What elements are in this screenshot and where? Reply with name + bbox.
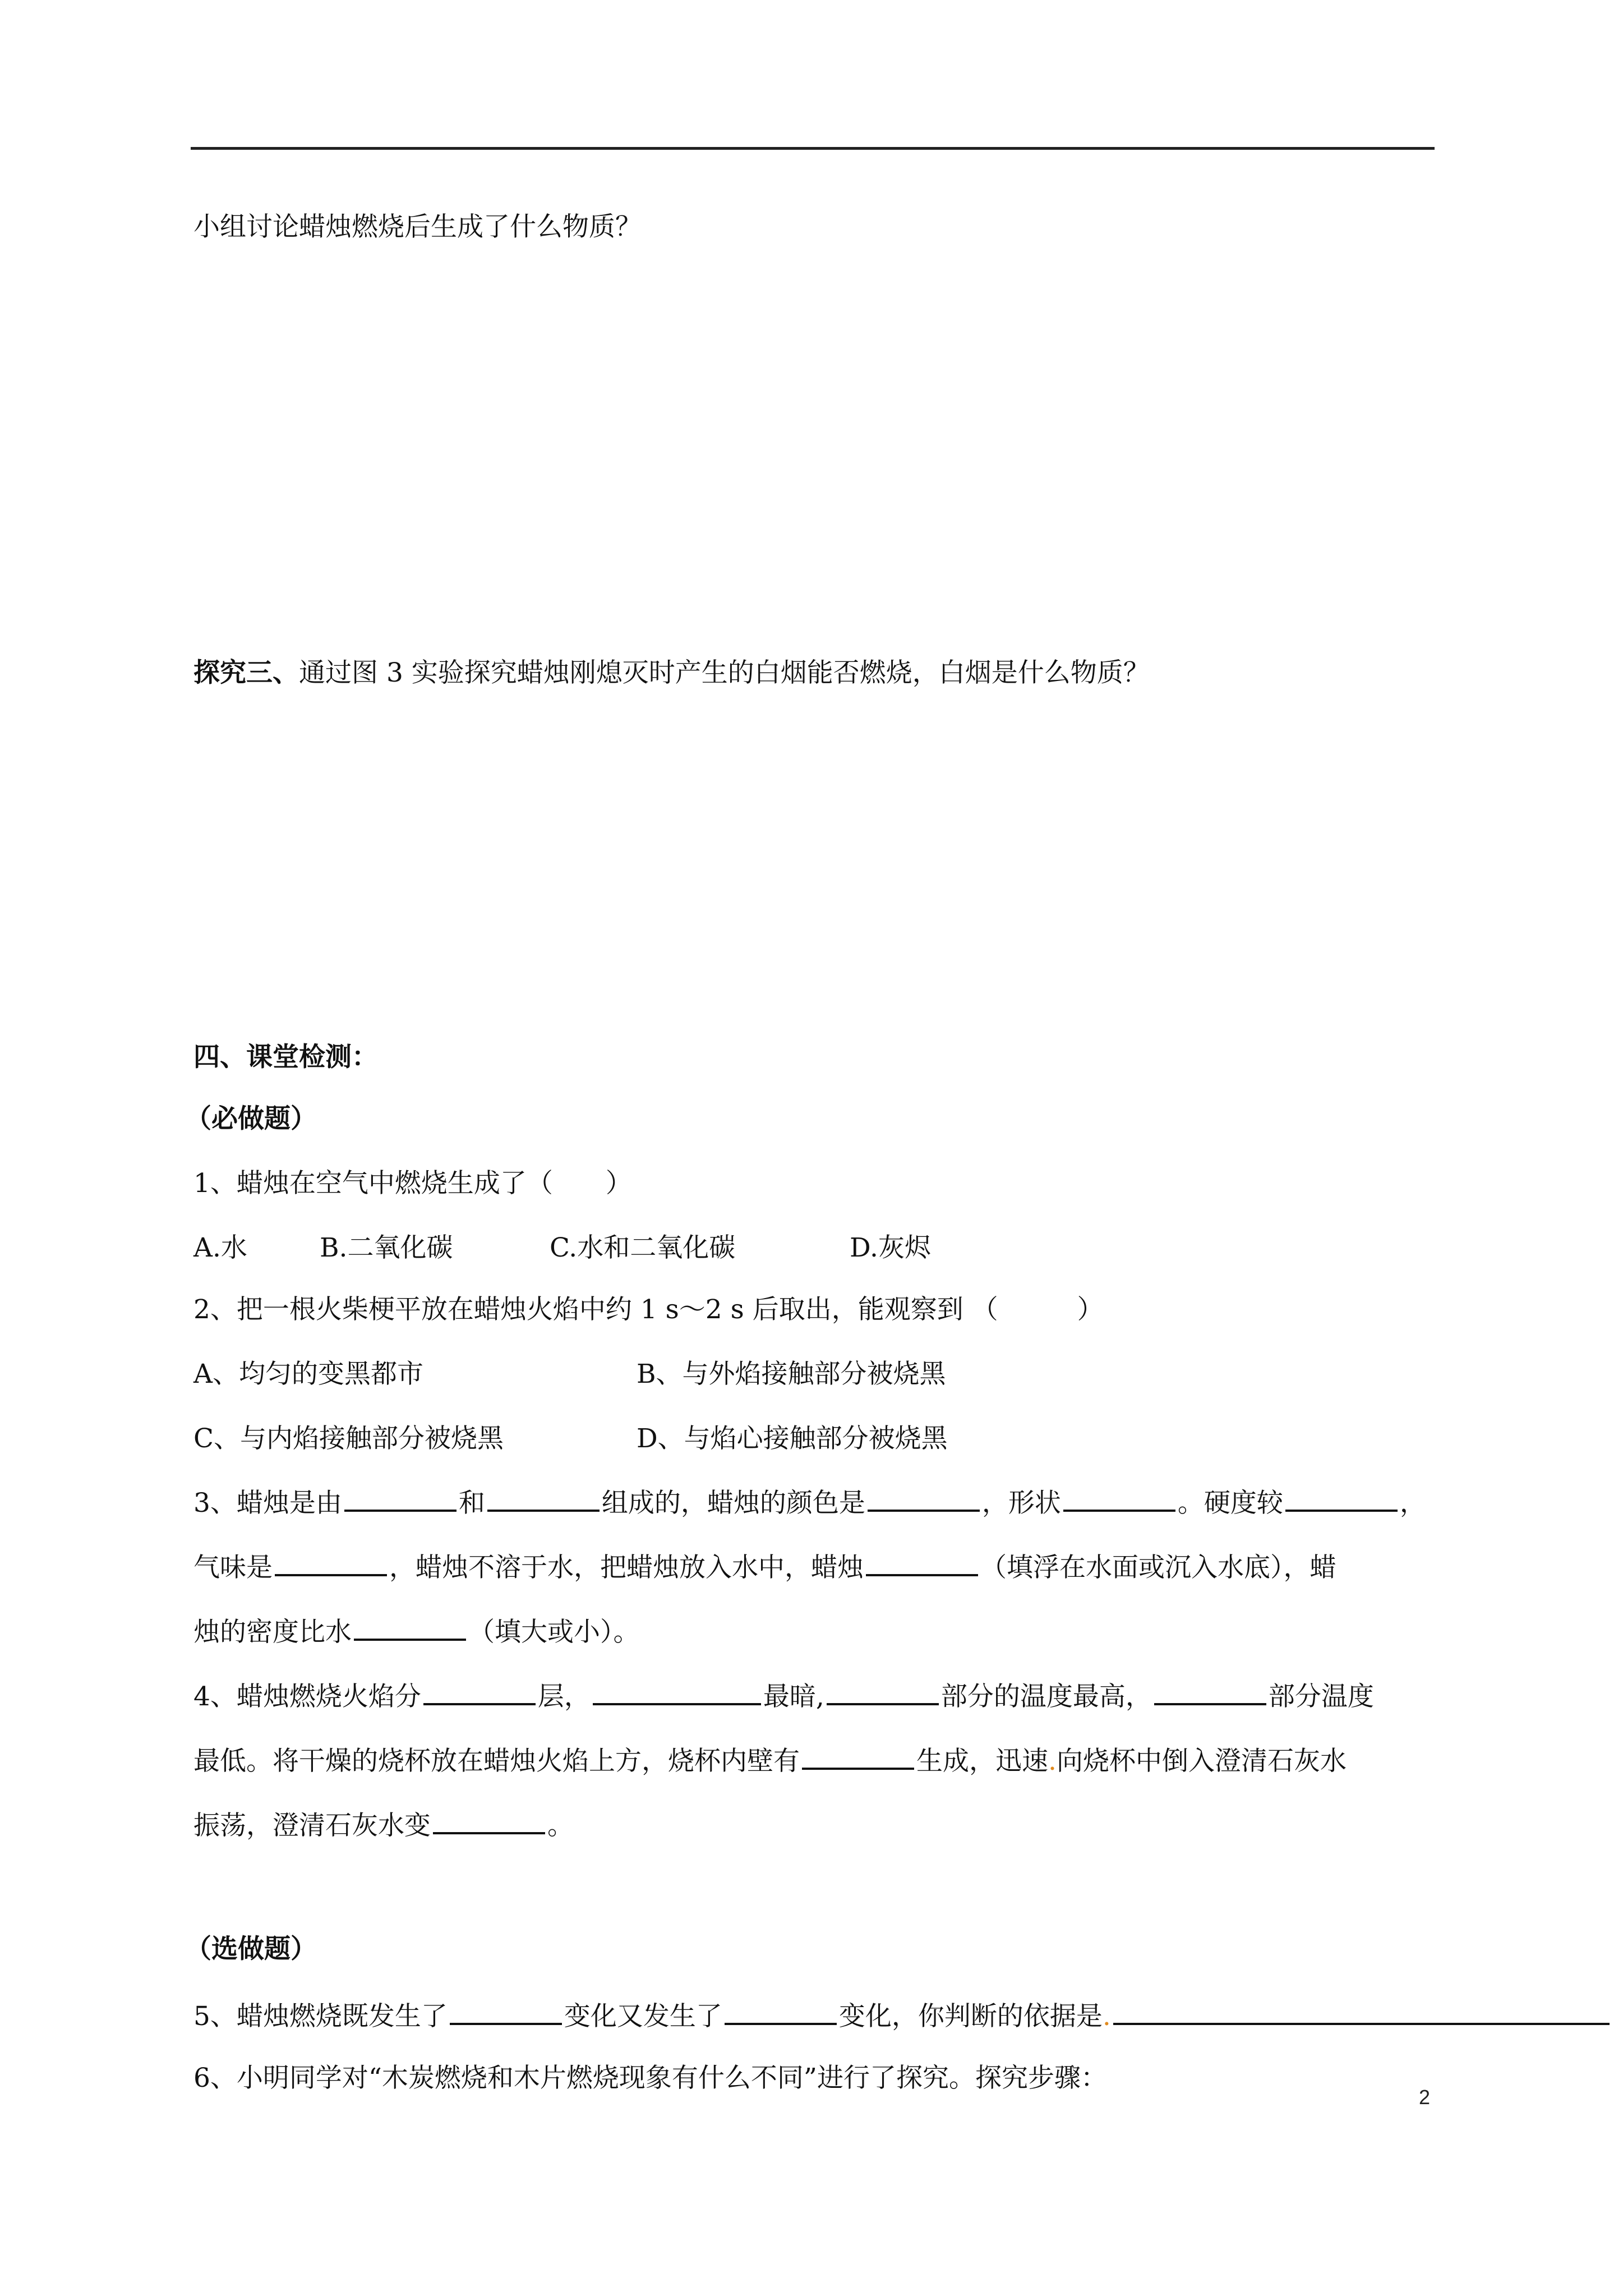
- q3-text: （填浮在水面或沉入水底），蜡: [980, 1552, 1336, 1583]
- q3-text: （填大或小）。: [468, 1617, 640, 1648]
- q3-line2: [193, 1548, 1336, 1585]
- q2-option-c: C、与内焰接触部分被烧黑: [193, 1423, 504, 1454]
- q4-text: 部分的温度最高，: [940, 1681, 1152, 1712]
- required-label: （必做题）: [185, 1103, 317, 1134]
- q3-blank-5[interactable]: [1285, 1484, 1398, 1512]
- q1-option-a: A.水: [193, 1232, 247, 1263]
- q4-text: 振荡，澄清石灰水变: [193, 1810, 431, 1841]
- q4-blank-3[interactable]: [827, 1677, 939, 1705]
- q3-blank-1[interactable]: [344, 1484, 457, 1512]
- q4-line1: [193, 1677, 1374, 1714]
- q4-text: 生成，迅速: [916, 1746, 1048, 1777]
- q4-text: 4、蜡烛燃烧火焰分: [193, 1681, 421, 1712]
- q3-blank-8[interactable]: [354, 1613, 466, 1641]
- q5-blank-1[interactable]: [450, 1997, 562, 2025]
- discussion-prompt: 小组讨论蜡烛燃烧后生成了什么物质？: [193, 211, 642, 242]
- q3-line1: [193, 1484, 1426, 1520]
- q3-text: 3、蜡烛是由: [193, 1488, 342, 1519]
- q6-line: 6、小明同学对“木炭燃烧和木片燃烧现象有什么不同”进行了探究。探究步骤：: [193, 2063, 1107, 2093]
- q3-text: 气味是: [193, 1552, 273, 1583]
- q4-line2: [193, 1742, 1347, 1778]
- q3-text: 烛的密度比水: [193, 1617, 352, 1648]
- q3-text: ，形状: [981, 1488, 1061, 1519]
- q4-text: 部分温度: [1268, 1681, 1374, 1712]
- q4-blank-1[interactable]: [423, 1677, 536, 1705]
- q2-stem: 2、把一根火柴梗平放在蜡烛火焰中约 1 s～2 s 后取出，能观察到 （ ）: [193, 1294, 1104, 1325]
- q4-text: 层，: [537, 1681, 591, 1712]
- q2-option-b: B、与外焰接触部分被烧黑: [637, 1359, 946, 1389]
- q4-text: 最低。将干燥的烧杯放在蜡烛火焰上方，烧杯内壁有: [193, 1746, 800, 1777]
- optional-label: （选做题）: [185, 1934, 317, 1964]
- q1-option-c: C.水和二氧化碳: [550, 1232, 736, 1263]
- q4-text: 最暗,: [763, 1681, 824, 1712]
- q4-blank-4[interactable]: [1154, 1677, 1266, 1705]
- q3-text: 和: [458, 1488, 485, 1519]
- q3-text: ，蜡烛不溶于水，把蜡烛放入水中，蜡烛: [389, 1552, 864, 1583]
- q5-line: [193, 1997, 1612, 2033]
- explore3-label: 探究三、: [193, 657, 299, 688]
- q3-text: ，: [1399, 1488, 1426, 1519]
- q3-blank-2[interactable]: [487, 1484, 600, 1512]
- q4-text: 向烧杯中倒入澄清石灰水: [1056, 1746, 1347, 1777]
- q4-blank-2[interactable]: [593, 1677, 761, 1705]
- q4-text: 。: [547, 1810, 574, 1841]
- q4-blank-5[interactable]: [802, 1742, 914, 1770]
- q3-text: 组成的，蜡烛的颜色是: [601, 1488, 865, 1519]
- decorative-dot: .: [1102, 2001, 1111, 2032]
- explore3-text: 通过图 3 实验探究蜡烛刚熄灭时产生的白烟能否燃烧，白烟是什么物质？: [299, 657, 1150, 688]
- q3-blank-3[interactable]: [868, 1484, 980, 1512]
- q3-blank-6[interactable]: [275, 1548, 387, 1576]
- q2-option-d: D、与焰心接触部分被烧黑: [637, 1423, 948, 1454]
- q5-blank-2[interactable]: [725, 1997, 837, 2025]
- q3-text: 。硬度较: [1177, 1488, 1283, 1519]
- explore3-line: [193, 656, 1150, 690]
- q4-blank-6[interactable]: [433, 1806, 545, 1834]
- page-number: 2: [1419, 2086, 1431, 2109]
- decorative-dot: .: [1048, 1746, 1057, 1777]
- q5-text: 变化又发生了: [564, 2001, 722, 2032]
- q1-option-b: B.二氧化碳: [320, 1232, 453, 1263]
- q5-blank-3[interactable]: [1113, 1997, 1610, 2025]
- q4-line3: [193, 1806, 574, 1843]
- q3-blank-7[interactable]: [866, 1548, 978, 1576]
- q1-option-d: D.灰烬: [850, 1232, 931, 1263]
- q3-blank-4[interactable]: [1063, 1484, 1175, 1512]
- q5-text: 5、蜡烛燃烧既发生了: [193, 2001, 448, 2032]
- header-rule: [191, 147, 1435, 150]
- q1-stem: 1、蜡烛在空气中燃烧生成了（ ）: [193, 1168, 632, 1199]
- q3-line3: [193, 1613, 640, 1649]
- q5-text: 变化，你判断的依据是: [838, 2001, 1103, 2032]
- q2-option-a: A、均匀的变黑都市: [193, 1359, 423, 1389]
- section4-title: 四、课堂检测：: [193, 1042, 378, 1073]
